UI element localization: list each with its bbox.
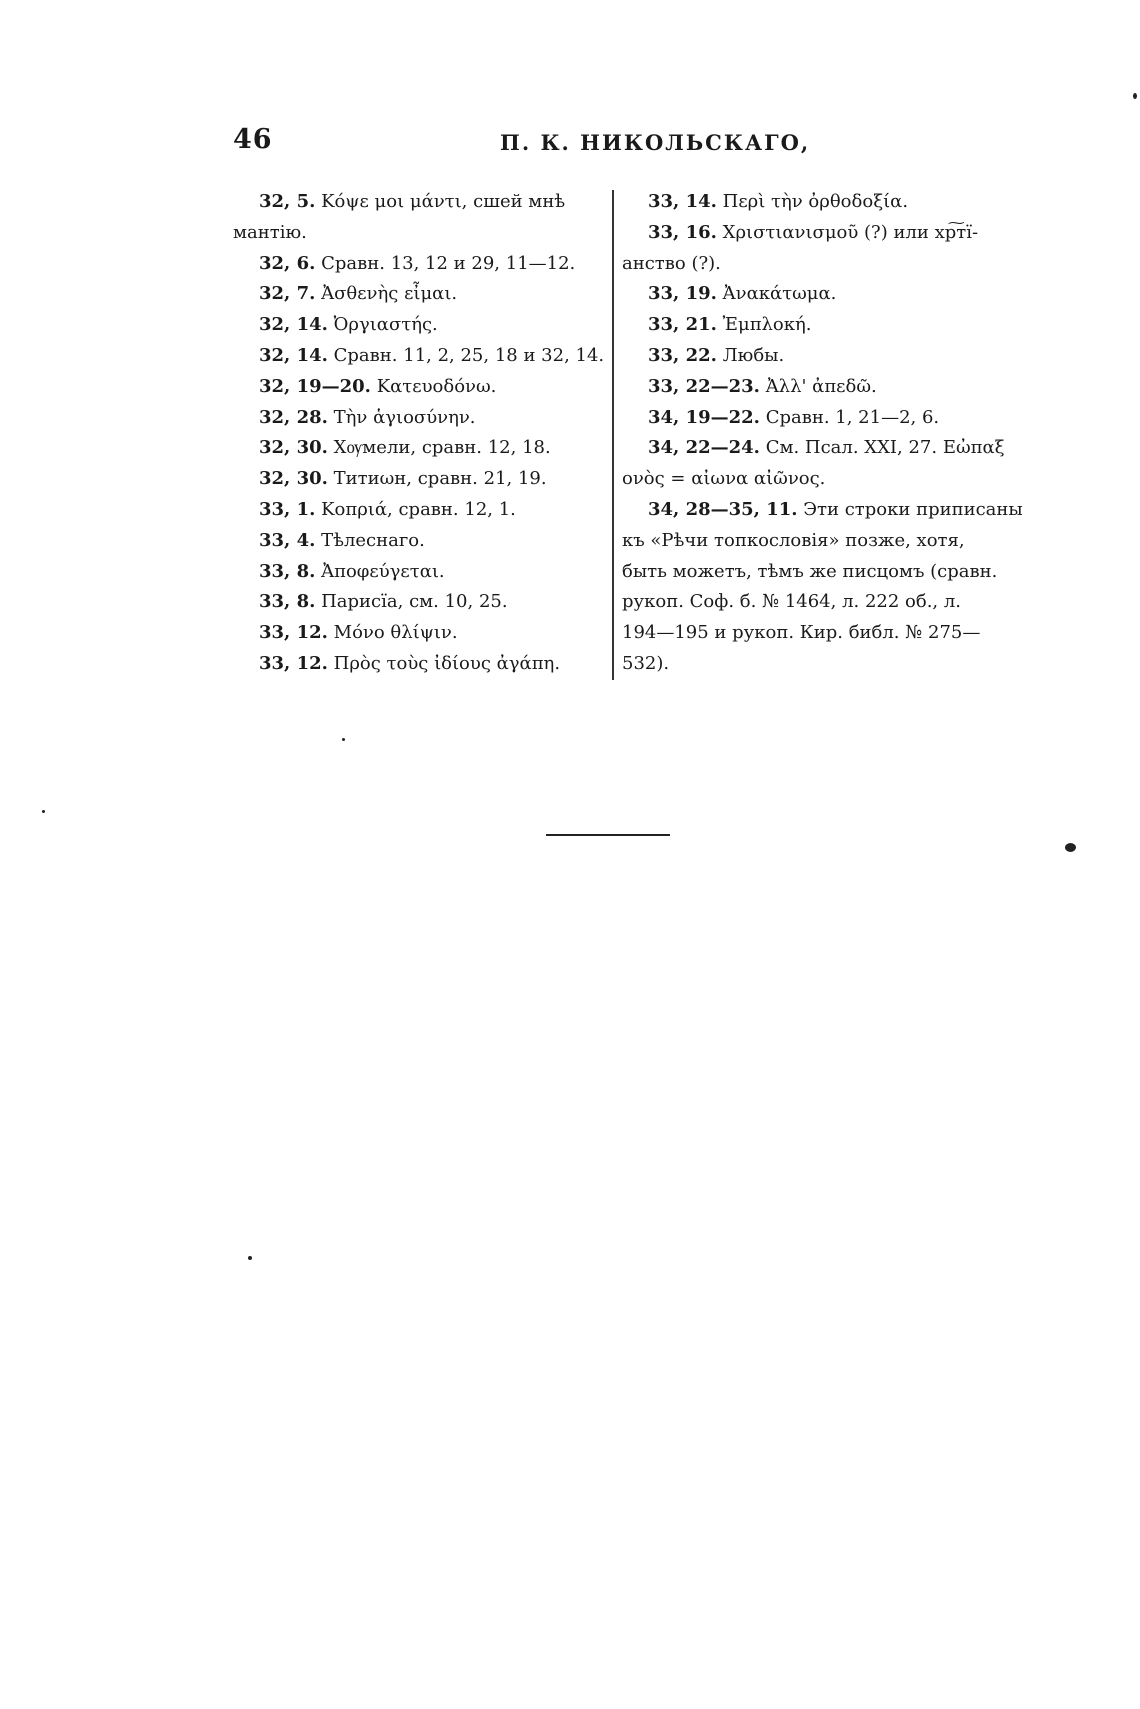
scan-speck bbox=[42, 810, 45, 813]
note-reference: 33, 1. bbox=[259, 498, 316, 520]
note-reference: 33, 21. bbox=[648, 314, 717, 336]
note-line bbox=[233, 187, 603, 218]
scan-speck bbox=[1133, 93, 1137, 99]
note-line bbox=[233, 649, 603, 680]
note-line bbox=[622, 249, 998, 280]
note-text: Сравн. 11, 2, 25, 18 и 32, 14. bbox=[333, 344, 605, 366]
note-text: Тѣлеснаго. bbox=[321, 529, 425, 551]
note-line bbox=[622, 587, 998, 618]
note-text: Парисїа, см. 10, 25. bbox=[321, 591, 508, 613]
note-line bbox=[233, 587, 603, 618]
note-text: Κόψε μοι μάντι, сшей мнѣ bbox=[321, 191, 566, 212]
note-reference: 34, 28—35, 11. bbox=[648, 498, 798, 520]
note-text: Хѹмели, сравн. 12, 18. bbox=[333, 437, 551, 459]
right-column bbox=[622, 187, 1023, 680]
note-reference: 33, 16. bbox=[648, 221, 717, 243]
note-line bbox=[233, 618, 603, 649]
note-text: Ἀνακάτωμα. bbox=[722, 283, 837, 305]
note-text: Κοπριά, сравн. 12, 1. bbox=[321, 498, 516, 520]
note-line bbox=[233, 495, 603, 526]
note-text: Ἐμπλοκή. bbox=[722, 314, 812, 336]
note-text: рукоп. Соф. б. № 1464, л. 222 об., л. bbox=[622, 591, 962, 613]
note-text: Ὀργιαστής. bbox=[333, 314, 438, 336]
column-divider bbox=[612, 190, 614, 680]
note-text: Ἀλλ' ἀπεδῶ. bbox=[765, 375, 877, 397]
note-reference: 32, 30. bbox=[259, 468, 328, 490]
note-line bbox=[233, 341, 603, 372]
note-line bbox=[233, 526, 603, 557]
note-line bbox=[622, 310, 998, 341]
note-text: мантію. bbox=[233, 221, 307, 243]
note-text: къ «Рѣчи топкословія» позже, хотя, bbox=[622, 529, 965, 551]
note-text: быть можетъ, тѣмъ же писцомъ (сравн. bbox=[622, 560, 998, 582]
note-line bbox=[233, 372, 603, 403]
scan-speck bbox=[1065, 843, 1076, 852]
note-reference: 32, 5. bbox=[259, 191, 316, 212]
note-reference: 33, 8. bbox=[259, 591, 316, 613]
note-line bbox=[622, 403, 998, 434]
running-head: П. К. НИКОЛЬСКАГО, bbox=[500, 130, 811, 155]
note-reference: 34, 22—24. bbox=[648, 437, 760, 459]
note-reference: 32, 19—20. bbox=[259, 375, 371, 397]
left-column bbox=[233, 187, 603, 680]
note-line bbox=[622, 341, 998, 372]
note-line bbox=[233, 310, 603, 341]
note-reference: 32, 30. bbox=[259, 437, 328, 459]
note-text: анство (?). bbox=[622, 252, 721, 274]
note-text: Πρὸς τοὺς ἰδίους ἀγάπη. bbox=[333, 652, 561, 674]
note-line bbox=[622, 372, 998, 403]
note-line bbox=[622, 618, 998, 649]
note-line bbox=[233, 218, 603, 249]
note-line bbox=[622, 526, 998, 557]
note-text: Титиωн, сравн. 21, 19. bbox=[333, 468, 547, 490]
note-text: Χριστιανισμοῦ (?) или хр͠тї- bbox=[722, 221, 979, 243]
note-text: 532). bbox=[622, 652, 670, 674]
note-text: Любы. bbox=[722, 344, 785, 366]
note-line bbox=[233, 557, 603, 588]
note-text: Ἀσθενὴς εἶμαι. bbox=[321, 283, 458, 305]
note-line bbox=[622, 218, 998, 249]
note-text: Сравн. 1, 21—2, 6. bbox=[765, 406, 940, 428]
note-reference: 32, 7. bbox=[259, 283, 316, 305]
note-line bbox=[622, 649, 998, 680]
note-line bbox=[622, 495, 1023, 526]
note-text: Μόνο θλίψιν. bbox=[333, 622, 458, 644]
note-reference: 32, 6. bbox=[259, 252, 316, 274]
note-line bbox=[622, 464, 998, 495]
note-line bbox=[233, 464, 603, 495]
note-reference: 33, 14. bbox=[648, 191, 717, 212]
note-reference: 32, 28. bbox=[259, 406, 328, 428]
note-line bbox=[622, 279, 998, 310]
note-line bbox=[622, 557, 998, 588]
note-line bbox=[233, 249, 603, 280]
note-text: Ἀποφεύγεται. bbox=[321, 560, 445, 582]
note-line bbox=[233, 433, 603, 464]
note-reference: 32, 14. bbox=[259, 344, 328, 366]
note-line bbox=[233, 279, 603, 310]
note-reference: 33, 22—23. bbox=[648, 375, 760, 397]
note-reference: 33, 12. bbox=[259, 622, 328, 644]
note-reference: 33, 4. bbox=[259, 529, 316, 551]
note-text: Τὴν ἁγιοσύνην. bbox=[333, 406, 476, 428]
note-reference: 33, 8. bbox=[259, 560, 316, 582]
note-line bbox=[622, 433, 1005, 464]
note-text: Эти строки приписаны bbox=[803, 498, 1023, 520]
end-rule bbox=[546, 834, 670, 836]
note-text: Περὶ τὴν ὀρθοδοξία. bbox=[722, 191, 909, 212]
scan-speck bbox=[248, 1256, 252, 1260]
note-reference: 33, 12. bbox=[259, 652, 328, 674]
note-text: 194—195 и рукоп. Кир. библ. № 275— bbox=[622, 622, 981, 644]
note-text: Сравн. 13, 12 и 29, 11—12. bbox=[321, 252, 576, 274]
scan-speck bbox=[342, 738, 345, 741]
page-number: 46 bbox=[233, 124, 273, 155]
note-text: См. Псал. XXI, 27. Εὠπαξ bbox=[765, 437, 1005, 459]
note-line bbox=[622, 187, 998, 218]
note-reference: 32, 14. bbox=[259, 314, 328, 336]
note-reference: 33, 22. bbox=[648, 344, 717, 366]
note-text: ονὸς = αἰωνα αἰῶνος. bbox=[622, 468, 826, 490]
note-reference: 34, 19—22. bbox=[648, 406, 760, 428]
note-reference: 33, 19. bbox=[648, 283, 717, 305]
note-text: Κατευοδόνω. bbox=[376, 375, 497, 397]
note-line bbox=[233, 403, 603, 434]
